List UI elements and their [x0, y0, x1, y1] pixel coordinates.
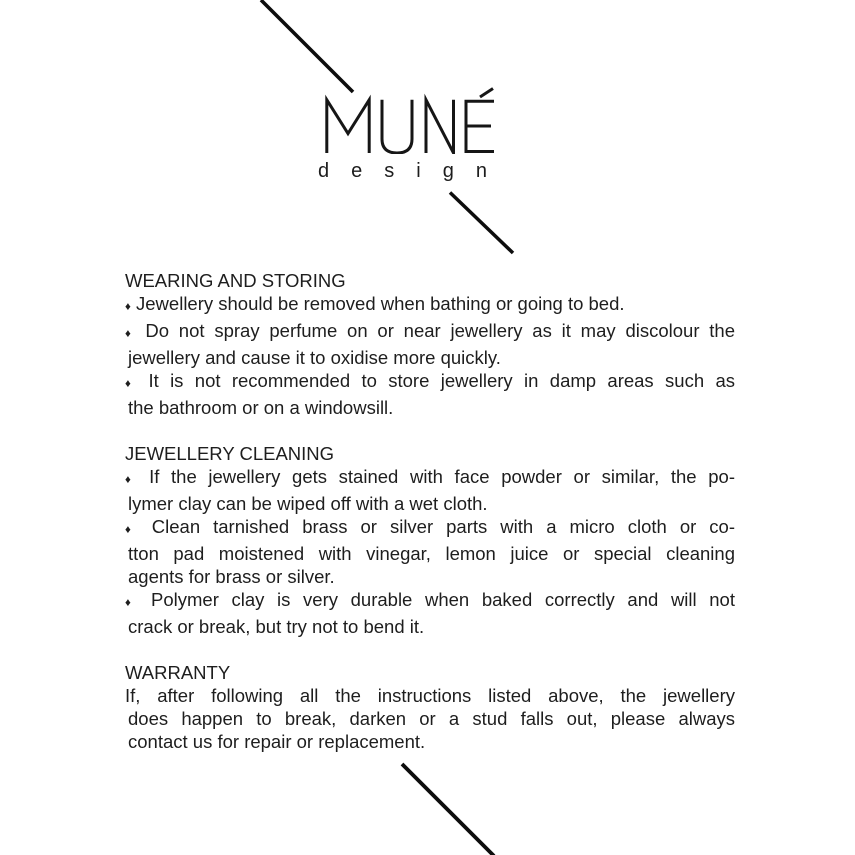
diagonal-line-top [261, 0, 353, 92]
bullet-diamond-icon: ♦ [125, 597, 139, 609]
text-line: ♦ If the jewellery gets stained with face powder or similar, the po- [125, 466, 735, 487]
brand-subtitle: design [318, 160, 509, 182]
text-line: ♦ Do not spray perfume on or near jewellery as it may discolour the [125, 320, 735, 341]
text-line: contact us for repair or replacement. [128, 731, 426, 752]
text-line: ♦ Clean tarnished brass or silver parts with a micro cloth or co- [125, 516, 735, 537]
section [125, 442, 735, 638]
diagonal-line-bottom [402, 764, 494, 855]
letter-e [465, 100, 494, 153]
bullet-diamond-icon: ♦ [125, 328, 136, 340]
brand-logo-mune [325, 86, 495, 154]
diagonal-line-middle [450, 193, 513, 254]
text-line: If, after following all the instructions listed above, the jewellery [125, 685, 735, 706]
bullet-item [125, 515, 735, 588]
letter-n [426, 100, 454, 153]
accent-acute [480, 89, 493, 98]
text-line: tton pad moistened with vinegar, lemon juice or special cleaning [128, 543, 735, 564]
text-line: does happen to break, darken or a stud falls out, please always [128, 708, 735, 729]
paragraph [125, 684, 735, 753]
bullet-diamond-icon: ♦ [125, 524, 139, 536]
bullet-item [125, 369, 735, 419]
bullet-diamond-icon: ♦ [125, 378, 138, 390]
text-line: ♦ Polymer clay is very durable when baked correctly and will not [125, 589, 735, 610]
bullet-item [125, 588, 735, 638]
section [125, 661, 735, 753]
care-instructions [125, 269, 735, 776]
bullet-item [125, 319, 735, 369]
letter-m [327, 100, 369, 153]
text-line: crack or break, but try not to bend it. [128, 616, 425, 637]
bullet-diamond-icon: ♦ [125, 301, 131, 313]
text-line: agents for brass or silver. [128, 566, 335, 587]
text-line: jewellery and cause it to oxidise more quickly. [128, 347, 501, 368]
bullet-item [125, 465, 735, 515]
text-line: ♦ It is not recommended to store jewellery in damp areas such as [125, 370, 736, 391]
bullet-item [125, 292, 735, 319]
text-line: lymer clay can be wiped off with a wet cloth. [128, 493, 488, 514]
section [125, 269, 735, 419]
section-title: WARRANTY [125, 662, 231, 683]
letter-u [382, 100, 412, 153]
section-title: WEARING AND STORING [125, 270, 346, 291]
section-title: JEWELLERY CLEANING [125, 443, 335, 464]
text-line: ♦ Jewellery should be removed when bathing or going to bed. [125, 293, 625, 314]
bullet-diamond-icon: ♦ [125, 474, 138, 486]
text-line: the bathroom or on a windowsill. [128, 397, 394, 418]
